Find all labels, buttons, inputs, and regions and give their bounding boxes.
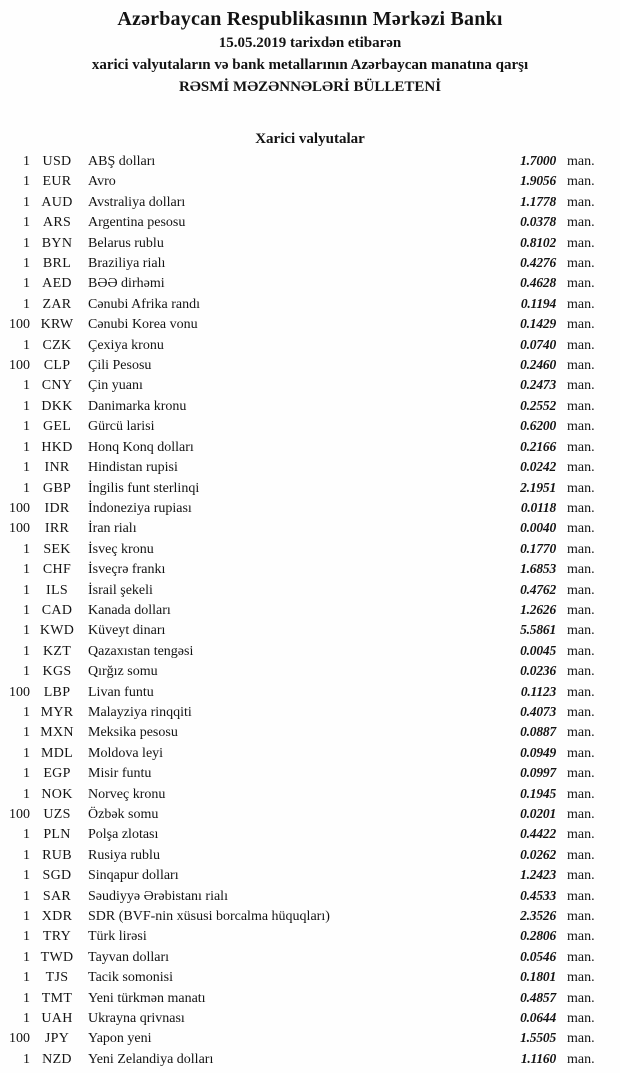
currency-quantity: 1: [23, 419, 30, 435]
currency-quantity: 100: [9, 358, 30, 374]
currency-rate: 0.0262: [520, 846, 556, 862]
currency-row: [0, 151, 620, 171]
currency-rate: 0.0045: [520, 642, 556, 658]
currency-rate: 0.4857: [520, 989, 556, 1005]
currency-name: Argentina pesosu: [88, 215, 186, 231]
currency-code: CLP: [43, 358, 71, 374]
currency-unit: man.: [567, 194, 595, 210]
currency-rate: 0.0040: [520, 520, 556, 536]
currency-name: Malayziya rinqqiti: [88, 704, 192, 720]
currency-row: [0, 355, 620, 375]
currency-code: PLN: [43, 827, 71, 843]
currency-unit: man.: [567, 378, 595, 394]
currency-row: [0, 1028, 620, 1048]
currency-row: [0, 743, 620, 763]
currency-rate: 0.0118: [520, 499, 556, 515]
currency-row: [0, 212, 620, 232]
currency-code: NOK: [41, 786, 73, 802]
rates-table: [0, 151, 620, 1069]
currency-quantity: 1: [23, 847, 30, 863]
currency-quantity: 1: [23, 704, 30, 720]
currency-name: İsveçrə frankı: [88, 562, 166, 578]
currency-rate: 1.7000: [520, 153, 556, 168]
currency-quantity: 100: [9, 500, 30, 516]
currency-rate: 0.1429: [520, 316, 556, 332]
currency-rate: 0.4276: [520, 255, 556, 271]
currency-row: [0, 580, 620, 600]
currency-name: Cənubi Afrika randı: [88, 296, 200, 312]
currency-quantity: 1: [23, 888, 30, 904]
currency-unit: man.: [567, 909, 595, 925]
currency-rate: 0.0378: [520, 214, 556, 230]
currency-code: ILS: [46, 582, 68, 598]
currency-code: JPY: [44, 1031, 70, 1047]
currency-name: Moldova leyi: [88, 745, 164, 761]
currency-row: [0, 478, 620, 498]
currency-unit: man.: [567, 480, 595, 496]
bulletin-subtitle: xarici valyutaların və bank metallarının Azərbaycan manatına qarşı: [91, 57, 529, 73]
currency-name: İsveç kronu: [88, 541, 154, 557]
currency-name: Belarus rublu: [88, 235, 164, 251]
currency-code: KGS: [42, 664, 72, 680]
currency-unit: man.: [567, 154, 595, 169]
currency-name: Tacik somonisi: [88, 970, 173, 986]
currency-name: Kanada dolları: [88, 602, 171, 618]
currency-quantity: 1: [23, 827, 30, 843]
currency-unit: man.: [567, 1051, 595, 1067]
currency-quantity: 1: [23, 378, 30, 394]
currency-row: [0, 314, 620, 334]
currency-unit: man.: [567, 419, 595, 435]
currency-name: Küveyt dinarı: [88, 623, 166, 639]
currency-unit: man.: [567, 276, 595, 292]
currency-code: CHF: [42, 562, 72, 578]
currency-quantity: 1: [23, 602, 30, 618]
currency-row: [0, 763, 620, 783]
currency-quantity: 100: [9, 317, 30, 333]
currency-unit: man.: [567, 500, 595, 516]
currency-code: ARS: [42, 215, 72, 231]
currency-code: TMT: [41, 990, 73, 1006]
currency-rate: 0.2552: [520, 397, 556, 413]
currency-row: [0, 784, 620, 804]
currency-rate: 0.1801: [520, 969, 556, 985]
currency-name: ABŞ dolları: [88, 154, 156, 169]
bank-name-title: Azərbaycan Respublikasının Mərkəzi Bankı: [117, 8, 503, 30]
currency-unit: man.: [567, 623, 595, 639]
currency-rate: 0.2460: [520, 357, 556, 373]
currency-code: KWD: [39, 623, 75, 639]
currency-name: Qazaxıstan tengəsi: [88, 643, 194, 659]
currency-rate: 0.4422: [520, 826, 556, 842]
currency-name: Ukrayna qrivnası: [88, 1011, 185, 1027]
currency-code: TWD: [40, 949, 74, 965]
currency-row: [0, 335, 620, 355]
currency-unit: man.: [567, 398, 595, 414]
currency-name: İngilis funt sterlinqi: [88, 480, 200, 496]
currency-name: SDR (BVF-nin xüsusi borcalma hüquqları): [88, 909, 330, 925]
currency-row: [0, 926, 620, 946]
currency-name: Danimarka kronu: [88, 398, 187, 414]
currency-row: [0, 967, 620, 987]
currency-quantity: 1: [23, 235, 30, 251]
currency-name: Braziliya rialı: [88, 256, 166, 272]
currency-name: Norveç kronu: [88, 786, 166, 802]
currency-name: Çili Pesosu: [88, 358, 152, 374]
currency-name: Avro: [88, 174, 116, 190]
currency-unit: man.: [567, 725, 595, 741]
currency-unit: man.: [567, 868, 595, 884]
currency-quantity: 1: [23, 194, 30, 210]
currency-quantity: 1: [23, 1011, 30, 1027]
currency-row: [0, 702, 620, 722]
currency-name: Honq Konq dolları: [88, 439, 194, 455]
currency-unit: man.: [567, 929, 595, 945]
currency-code: SAR: [42, 888, 72, 904]
currency-quantity: 1: [23, 582, 30, 598]
currency-name: Polşa zlotası: [88, 827, 159, 843]
currency-unit: man.: [567, 990, 595, 1006]
currency-name: Yeni Zelandiya dolları: [88, 1051, 214, 1067]
currency-unit: man.: [567, 786, 595, 802]
currency-quantity: 100: [9, 684, 30, 700]
currency-unit: man.: [567, 643, 595, 659]
currency-quantity: 1: [23, 174, 30, 190]
currency-name: Sinqapur dolları: [88, 868, 179, 884]
currency-rate: 0.2473: [520, 377, 556, 393]
currency-unit: man.: [567, 256, 595, 272]
currency-quantity: 1: [23, 154, 30, 169]
currency-quantity: 1: [23, 276, 30, 292]
currency-row: [0, 824, 620, 844]
currency-name: Çin yuanı: [88, 378, 143, 394]
currency-unit: man.: [567, 888, 595, 904]
currency-code: LBP: [43, 684, 71, 700]
currency-name: Çexiya kronu: [88, 337, 164, 353]
currency-rate: 0.4533: [520, 887, 556, 903]
currency-quantity: 1: [23, 990, 30, 1006]
currency-code: BYN: [41, 235, 73, 251]
currency-name: İsrail şekeli: [88, 582, 153, 598]
currency-rate: 1.6853: [520, 561, 556, 577]
currency-quantity: 1: [23, 1051, 30, 1067]
currency-row: [0, 722, 620, 742]
currency-rate: 0.6200: [520, 418, 556, 434]
currency-unit: man.: [567, 970, 595, 986]
currency-rate: 0.1770: [520, 540, 556, 556]
currency-unit: man.: [567, 602, 595, 618]
currency-code: TRY: [42, 929, 72, 945]
currency-unit: man.: [567, 949, 595, 965]
currency-code: TJS: [45, 970, 69, 986]
currency-name: Qırğız somu: [88, 664, 158, 680]
currency-quantity: 1: [23, 296, 30, 312]
currency-rate: 0.8102: [520, 234, 556, 250]
currency-rate: 0.0644: [520, 1010, 556, 1026]
currency-code: MYR: [40, 704, 74, 720]
currency-name: İndoneziya rupiası: [88, 500, 192, 516]
currency-code: RUB: [42, 847, 72, 863]
currency-unit: man.: [567, 174, 595, 190]
currency-rate: 0.0997: [520, 765, 556, 781]
currency-unit: man.: [567, 358, 595, 374]
currency-quantity: 1: [23, 541, 30, 557]
currency-name: Türk lirəsi: [88, 929, 147, 945]
currency-quantity: 1: [23, 337, 30, 353]
currency-code: EGP: [43, 766, 71, 782]
currency-rate: 1.2423: [520, 867, 556, 883]
currency-code: GBP: [42, 480, 72, 496]
currency-quantity: 1: [23, 256, 30, 272]
currency-row: [0, 620, 620, 640]
currency-rate: 1.1778: [520, 193, 556, 209]
currency-row: [0, 171, 620, 191]
currency-row: [0, 600, 620, 620]
currency-name: Cənubi Korea vonu: [88, 317, 198, 333]
currency-unit: man.: [567, 1011, 595, 1027]
currency-row: [0, 906, 620, 926]
currency-quantity: 1: [23, 725, 30, 741]
currency-rate: 0.4073: [520, 703, 556, 719]
currency-row: [0, 375, 620, 395]
currency-name: Yapon yeni: [88, 1031, 152, 1047]
currency-row: [0, 273, 620, 293]
currency-quantity: 1: [23, 745, 30, 761]
currency-code: SEK: [43, 541, 71, 557]
currency-rate: 1.2626: [520, 601, 556, 617]
currency-code: INR: [44, 460, 70, 476]
currency-code: AED: [42, 276, 72, 292]
currency-code: UAH: [41, 1011, 73, 1027]
currency-unit: man.: [567, 807, 595, 822]
currency-quantity: 1: [23, 786, 30, 802]
currency-quantity: 1: [23, 460, 30, 476]
currency-unit: man.: [567, 337, 595, 353]
currency-row: [0, 1049, 620, 1069]
currency-code: IRR: [44, 521, 70, 537]
currency-quantity: 1: [23, 949, 30, 965]
currency-row: [0, 641, 620, 661]
currency-code: HKD: [41, 439, 73, 455]
currency-unit: man.: [567, 684, 595, 700]
currency-unit: man.: [567, 317, 595, 333]
currency-row: [0, 437, 620, 457]
currency-rate: 0.2166: [520, 438, 556, 454]
currency-name: Misir funtu: [88, 766, 152, 782]
currency-quantity: 1: [23, 868, 30, 884]
currency-unit: man.: [567, 847, 595, 863]
currency-unit: man.: [567, 541, 595, 557]
currency-unit: man.: [567, 1031, 595, 1047]
currency-row: [0, 845, 620, 865]
currency-rate: 0.0236: [520, 663, 556, 679]
currency-name: Hindistan rupisi: [88, 460, 178, 476]
currency-row: [0, 457, 620, 477]
currency-quantity: 100: [9, 521, 30, 537]
currency-unit: man.: [567, 562, 595, 578]
currency-row: [0, 396, 620, 416]
currency-rate: 1.1160: [520, 1050, 556, 1066]
currency-unit: man.: [567, 235, 595, 251]
currency-unit: man.: [567, 745, 595, 761]
currency-unit: man.: [567, 296, 595, 312]
currency-code: GEL: [42, 419, 72, 435]
currency-unit: man.: [567, 664, 595, 680]
currency-rate: 0.4762: [520, 581, 556, 597]
currency-code: UZS: [43, 807, 71, 822]
currency-code: EUR: [42, 174, 72, 190]
currency-code: XDR: [41, 909, 73, 925]
currency-quantity: 1: [23, 562, 30, 578]
currency-rate: 0.0740: [520, 336, 556, 352]
currency-row: [0, 865, 620, 885]
currency-quantity: 100: [9, 807, 30, 822]
currency-row: [0, 886, 620, 906]
currency-row: [0, 559, 620, 579]
currency-code: DKK: [41, 398, 73, 414]
currency-name: Rusiya rublu: [88, 847, 160, 863]
currency-rate: 0.0201: [520, 806, 556, 821]
currency-unit: man.: [567, 521, 595, 537]
currency-row: [0, 416, 620, 436]
currency-code: ZAR: [42, 296, 72, 312]
currency-code: CAD: [41, 602, 73, 618]
currency-name: Gürcü larisi: [88, 419, 155, 435]
currency-rate: 2.1951: [520, 479, 556, 495]
currency-code: CNY: [41, 378, 73, 394]
currency-name: Özbək somu: [88, 807, 159, 822]
currency-code: KRW: [40, 317, 74, 333]
currency-row: [0, 294, 620, 314]
currency-rate: 1.5505: [520, 1030, 556, 1046]
currency-code: NZD: [42, 1051, 72, 1067]
currency-row: [0, 192, 620, 212]
currency-row: [0, 233, 620, 253]
currency-unit: man.: [567, 215, 595, 231]
currency-code: AUD: [41, 194, 73, 210]
currency-rate: 2.3526: [520, 908, 556, 924]
currency-quantity: 1: [23, 623, 30, 639]
currency-code: USD: [42, 154, 72, 169]
currency-name: Səudiyyə Ərəbistanı rialı: [88, 888, 228, 904]
currency-unit: man.: [567, 827, 595, 843]
currency-quantity: 100: [9, 1031, 30, 1047]
currency-row: [0, 1008, 620, 1028]
currency-row: [0, 661, 620, 681]
bulletin-title: RƏSMİ MƏZƏNNƏLƏRİ BÜLLETENİ: [178, 79, 442, 95]
currency-row: [0, 682, 620, 702]
currency-unit: man.: [567, 704, 595, 720]
currency-row: [0, 988, 620, 1008]
currency-row: [0, 518, 620, 538]
currency-quantity: 1: [23, 664, 30, 680]
effective-date-line: 15.05.2019 tarixdən etibarən: [218, 35, 402, 51]
currency-name: İran rialı: [88, 521, 137, 537]
currency-unit: man.: [567, 460, 595, 476]
currency-row: [0, 947, 620, 967]
currency-unit: man.: [567, 582, 595, 598]
currency-code: KZT: [42, 643, 72, 659]
currency-unit: man.: [567, 439, 595, 455]
currency-name: Tayvan dolları: [88, 949, 170, 965]
currency-quantity: 1: [23, 909, 30, 925]
currency-row: [0, 498, 620, 518]
currency-unit: man.: [567, 766, 595, 782]
currency-row: [0, 539, 620, 559]
currency-rate: 0.0949: [520, 744, 556, 760]
currency-code: IDR: [44, 500, 70, 516]
currency-rate: 0.0242: [520, 459, 556, 475]
currency-code: CZK: [42, 337, 72, 353]
currency-row: [0, 253, 620, 273]
currency-name: BƏƏ dirhəmi: [88, 276, 165, 292]
section-title-foreign-currencies: Xarici valyutalar: [255, 131, 365, 147]
currency-rate: 0.4628: [520, 275, 556, 291]
currency-name: Meksika pesosu: [88, 725, 178, 741]
currency-rate: 0.0887: [520, 724, 556, 740]
currency-rate: 0.1945: [520, 785, 556, 801]
currency-code: MDL: [40, 745, 73, 761]
currency-rate: 5.5861: [520, 622, 556, 638]
currency-quantity: 1: [23, 215, 30, 231]
currency-name: Livan funtu: [88, 684, 154, 700]
currency-row: [0, 804, 620, 824]
currency-quantity: 1: [23, 643, 30, 659]
currency-name: Avstraliya dolları: [88, 194, 186, 210]
currency-quantity: 1: [23, 439, 30, 455]
currency-rate: 1.9056: [520, 173, 556, 189]
currency-code: MXN: [40, 725, 74, 741]
currency-code: BRL: [42, 256, 72, 272]
currency-rate: 0.2806: [520, 928, 556, 944]
currency-quantity: 1: [23, 929, 30, 945]
currency-quantity: 1: [23, 970, 30, 986]
currency-quantity: 1: [23, 398, 30, 414]
currency-rate: 0.1194: [520, 295, 556, 311]
currency-rate: 0.0546: [520, 948, 556, 964]
currency-quantity: 1: [23, 766, 30, 782]
currency-quantity: 1: [23, 480, 30, 496]
currency-code: SGD: [42, 868, 72, 884]
currency-rate: 0.1123: [520, 683, 556, 699]
currency-name: Yeni türkmən manatı: [88, 990, 206, 1006]
